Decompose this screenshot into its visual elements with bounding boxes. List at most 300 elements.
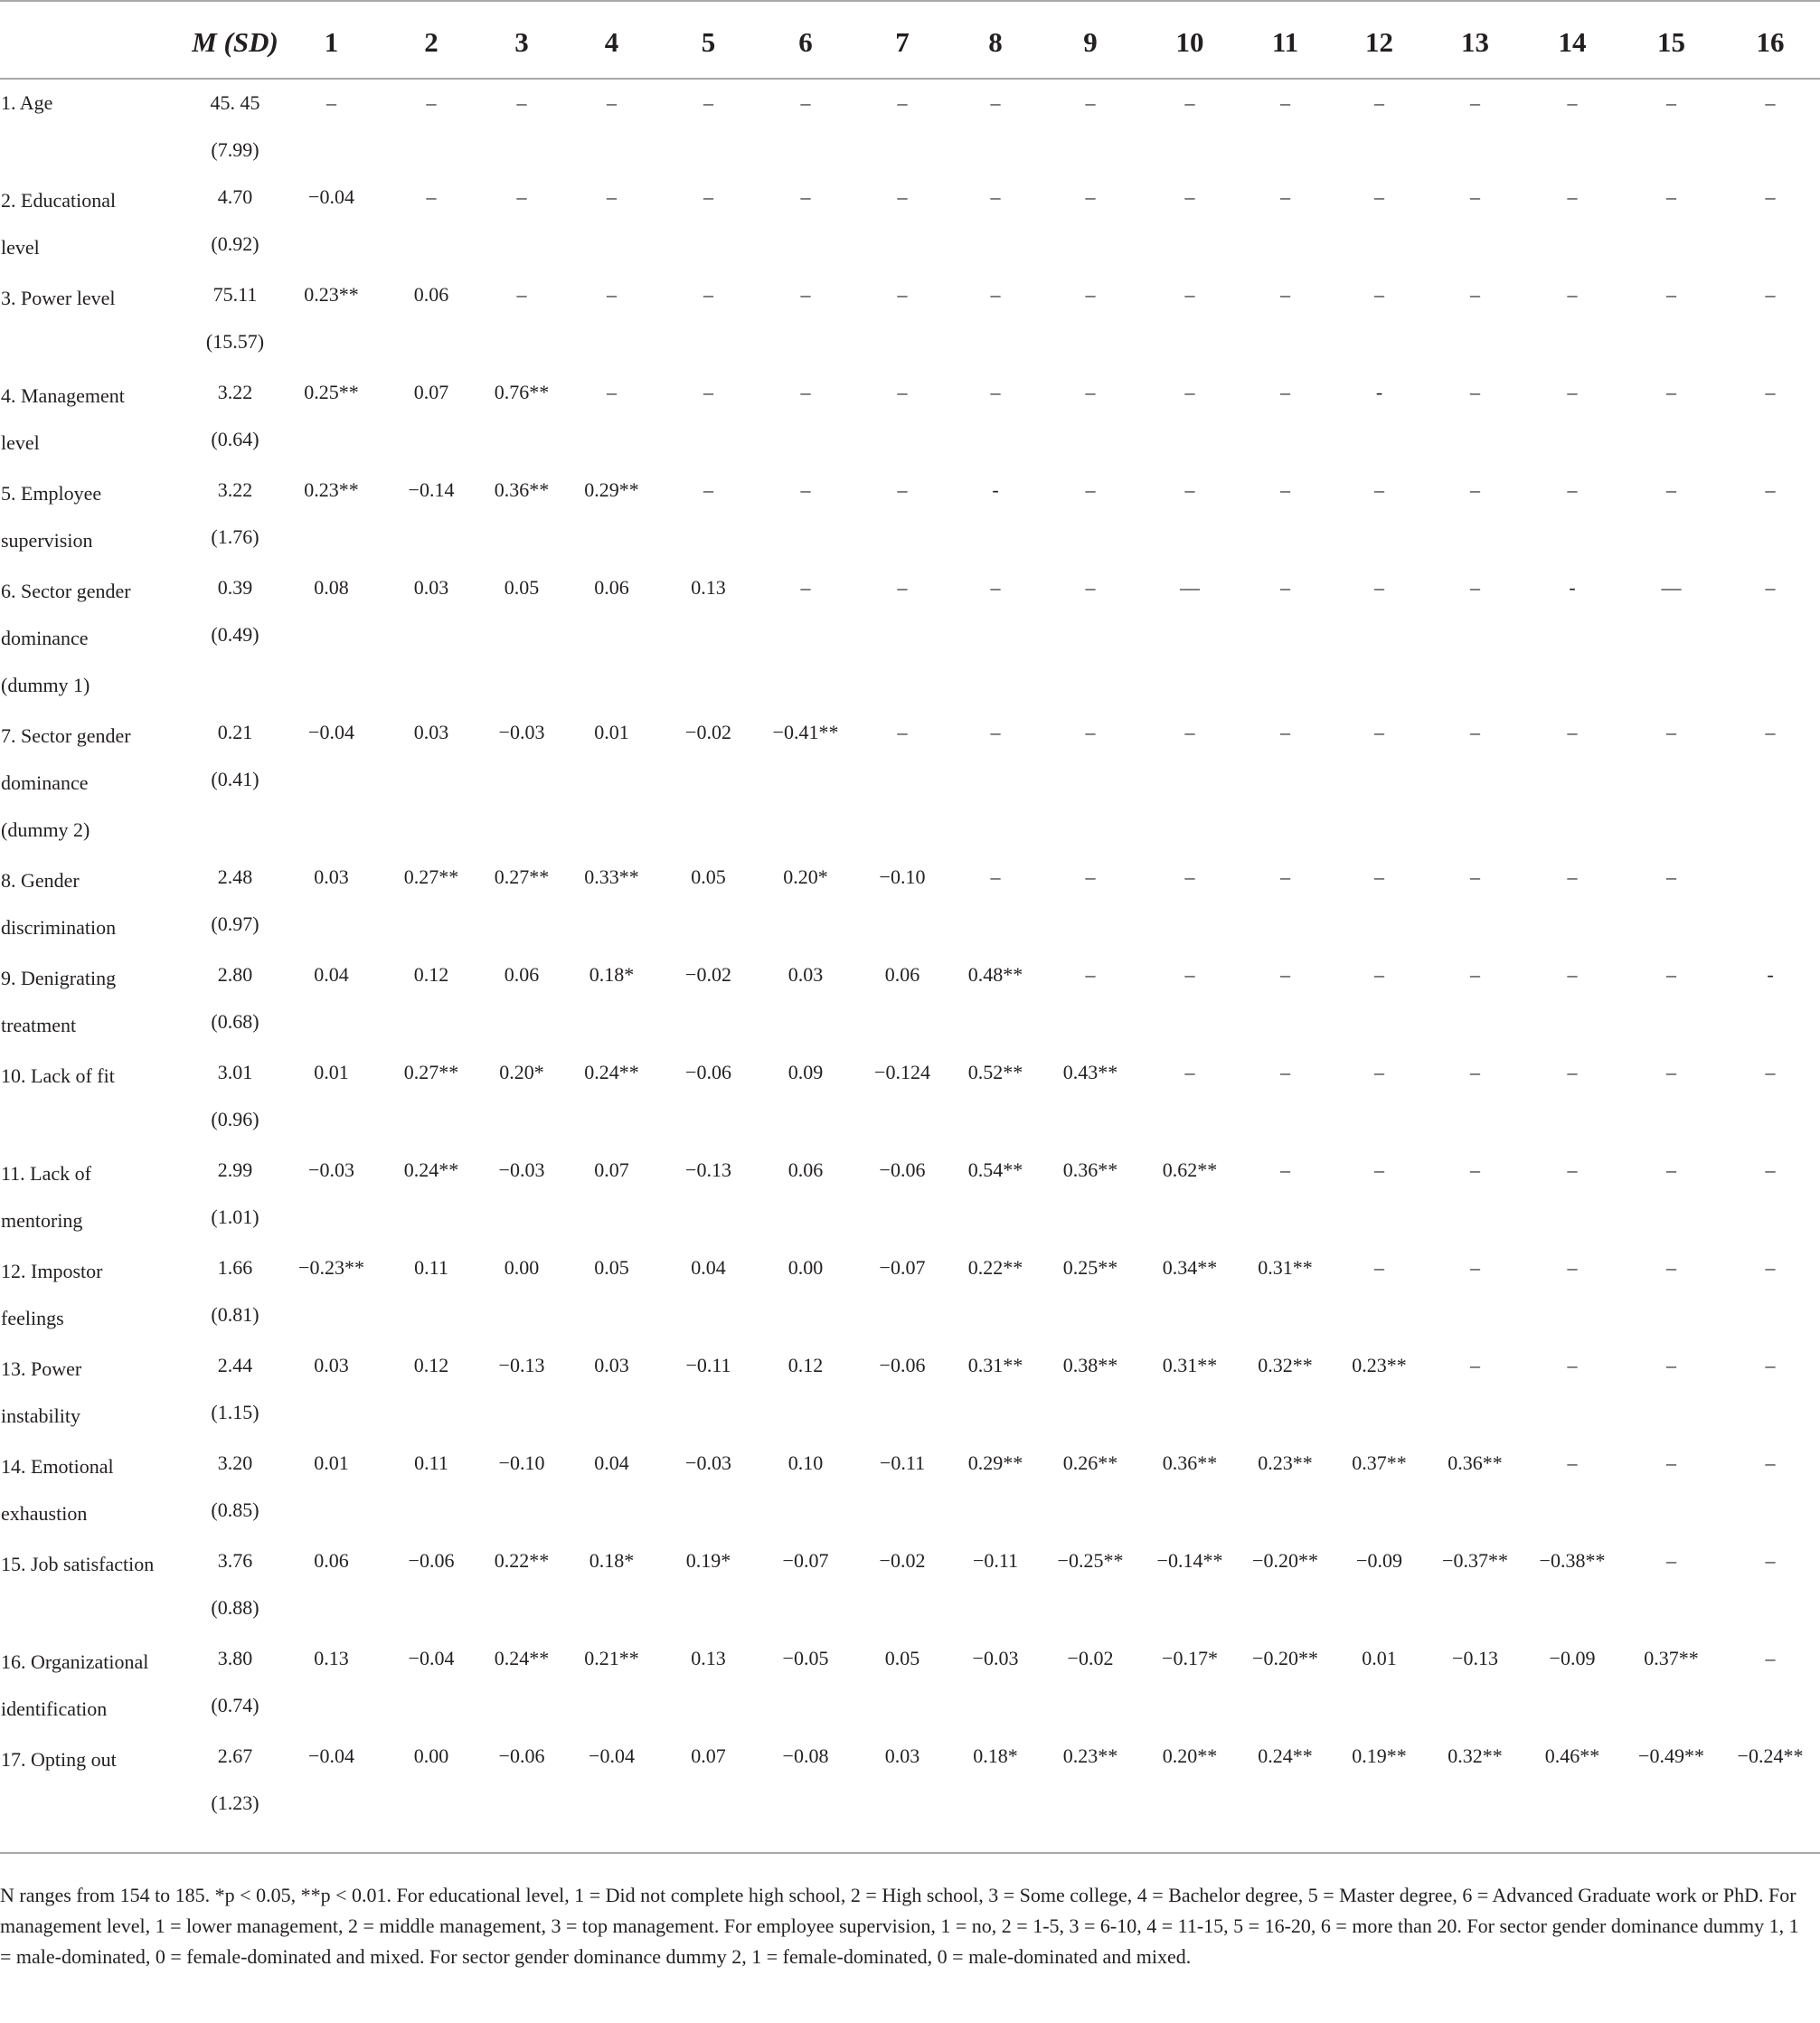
correlation-value: −0.02 [879,1549,926,1572]
correlation-cell [757,1541,854,1639]
correlation-value: – [1184,963,1195,986]
correlation-value: 0.37** [1644,1647,1699,1669]
row-label [0,1541,190,1639]
correlation-cell [1721,177,1820,275]
row-label-line: 1. Age [1,91,53,114]
correlation-cell [1428,1443,1523,1541]
correlation-value: −0.04 [308,185,354,208]
correlation-cell [1331,568,1428,713]
row-label-line: 15. Job satisfaction [1,1553,155,1575]
correlation-cell [382,1346,480,1443]
correlation-cell [1240,1346,1331,1443]
correlation-cell [480,275,563,373]
correlation-value: 0.09 [787,1061,824,1083]
correlation-cell [1523,857,1622,955]
correlation-cell [1428,373,1523,470]
correlation-cell [382,568,480,713]
correlation-cell [1523,955,1622,1053]
correlation-cell [1140,1443,1240,1541]
correlation-cell [1523,713,1622,857]
correlation-value: – [1374,283,1384,306]
correlation-value: −0.06 [408,1549,455,1572]
correlation-cell [280,857,382,955]
correlation-value: −0.06 [879,1354,926,1376]
correlation-cell [854,79,950,177]
sd-value: (0.68) [211,1010,259,1033]
correlation-value: - [1375,381,1383,403]
correlation-cell [1428,1639,1523,1736]
correlation-cell [563,79,660,177]
correlation-value: – [990,91,1001,114]
mean-value: 3.01 [217,1061,253,1083]
correlation-value: 0.27** [403,865,459,888]
correlation-cell [950,955,1041,1053]
correlation-value: – [1765,91,1776,114]
mean-sd-cell [190,275,280,373]
correlation-cell [1721,470,1820,568]
correlation-cell [1331,373,1428,470]
row-label-line: 5. Employee [1,482,102,505]
correlation-cell [854,1150,950,1248]
row-label-line: 9. Denigrating [1,967,117,989]
correlation-cell [1622,1443,1721,1541]
correlation-value: 0.12 [787,1354,824,1376]
correlation-value: 0.25** [304,381,359,403]
correlation-cell [563,1541,660,1639]
correlation-cell [1140,713,1240,857]
correlation-cell [660,1541,757,1639]
correlation-cell [563,177,660,275]
correlation-value: 0.03 [413,576,449,599]
correlation-value: −0.03 [308,1158,354,1181]
correlation-value: 0.18* [589,1549,635,1572]
row-label-line: 4. Management [1,384,125,407]
mean-value: 3.20 [217,1451,253,1474]
correlation-cell [757,470,854,568]
correlation-value: −0.02 [685,963,731,986]
correlation-value: – [1470,1158,1480,1181]
correlation-cell [1428,79,1523,177]
correlation-cell [1523,1346,1622,1443]
correlation-value: 0.27** [403,1061,459,1083]
sd-value: (0.49) [211,623,259,646]
correlation-cell [382,955,480,1053]
correlation-cell [280,1150,382,1248]
correlation-cell [1523,1736,1622,1853]
correlation-cell [660,1346,757,1443]
correlation-cell [563,1639,660,1736]
row-label-spacer [1,1592,190,1639]
row-label-spacer [1,1103,190,1150]
mean-sd-cell [190,1541,280,1639]
correlation-cell [480,1443,563,1541]
correlation-value: 0.29** [584,478,639,501]
correlation-cell [1523,1541,1622,1639]
header-col-8: 8 [950,1,1041,79]
correlation-value: −0.11 [972,1549,1019,1572]
correlation-value: – [1280,1158,1290,1181]
correlation-cell [1240,275,1331,373]
correlation-value: 0.31** [1162,1354,1218,1376]
correlation-value: 0.32** [1258,1354,1313,1376]
correlation-value: – [800,91,811,114]
correlation-cell [480,713,563,857]
correlation-value: −0.14 [408,478,455,501]
row-label [0,1346,190,1443]
correlation-value: – [1567,1451,1578,1474]
table-row [0,1443,1820,1541]
correlation-value: – [1374,576,1384,599]
correlation-cell [1721,568,1820,713]
correlation-cell [1140,857,1240,955]
correlation-value: - [1767,963,1774,986]
mean-value: 0.39 [217,576,253,599]
row-label-line: dominance [1,627,89,649]
correlation-value: 0.03 [413,721,449,743]
correlation-value: −0.04 [408,1647,455,1669]
correlation-value: 0.31** [967,1354,1023,1376]
correlation-cell [480,1053,563,1150]
correlation-cell [1622,713,1721,857]
correlation-cell [1331,1736,1428,1853]
correlation-cell [1240,1053,1331,1150]
correlation-cell [1428,713,1523,857]
correlation-value: – [1666,1451,1676,1474]
correlation-cell [280,79,382,177]
header-col-4: 4 [563,1,660,79]
correlation-value: - [992,478,999,501]
row-label-line: instability [1,1404,80,1427]
correlation-value: –– [1180,576,1200,599]
correlation-cell [1622,857,1721,955]
correlation-cell [1240,1736,1331,1853]
correlation-value: 0.08 [314,576,349,599]
correlation-cell [480,955,563,1053]
correlation-cell [1041,857,1140,955]
row-label-line: feelings [1,1307,64,1329]
correlation-cell [1331,1150,1428,1248]
correlation-cell [480,1248,563,1346]
correlation-value: 0.12 [413,1354,449,1376]
correlation-cell [280,1443,382,1541]
correlation-value: 0.25** [1062,1256,1118,1279]
correlation-cell [1140,1541,1240,1639]
header-col-11: 11 [1240,1,1331,79]
correlation-value: 0.24** [1258,1744,1313,1767]
correlation-value: – [1765,721,1776,743]
header-col-5: 5 [660,1,757,79]
correlation-cell [854,568,950,713]
correlation-value: 0.36** [1162,1451,1218,1474]
correlation-cell [1041,470,1140,568]
correlation-value: −0.03 [972,1647,1019,1669]
correlation-cell [950,1541,1041,1639]
correlation-value: – [703,91,713,114]
correlation-cell [1140,1150,1240,1248]
correlation-value: 0.03 [884,1744,920,1767]
table-row [0,177,1820,275]
correlation-value: – [1666,1549,1676,1572]
correlation-value: 0.24** [494,1647,550,1669]
correlation-value: −0.23** [298,1256,364,1279]
correlation-value: 0.07 [594,1158,629,1181]
correlation-value: – [1374,721,1384,743]
mean-sd-cell [190,568,280,713]
correlation-cell [854,1053,950,1150]
correlation-cell [1523,1248,1622,1346]
correlation-value: – [897,91,908,114]
correlation-value: – [1567,1158,1578,1181]
correlation-value: – [1666,1061,1676,1083]
correlation-value: – [1184,865,1195,888]
sd-value: (0.85) [211,1498,259,1521]
correlation-value: – [1666,381,1676,403]
correlation-cell [1721,713,1820,857]
correlation-value: 0.06 [787,1158,824,1181]
correlation-cell [1240,568,1331,713]
correlation-value: −0.13 [685,1158,731,1181]
correlation-cell [1721,1541,1820,1639]
correlation-cell [1721,857,1820,955]
correlation-value: −0.08 [782,1744,829,1767]
mean-value: 45. 45 [210,91,260,114]
correlation-value: – [1567,478,1578,501]
correlation-cell [854,1736,950,1853]
correlation-value: −0.41** [772,721,839,743]
correlation-cell [280,1248,382,1346]
correlation-cell [1331,1541,1428,1639]
correlation-value: 0.00 [787,1256,824,1279]
correlation-value: – [1470,721,1480,743]
correlation-cell [1428,1736,1523,1853]
correlation-cell [757,1639,854,1736]
correlation-value: – [1280,865,1290,888]
correlation-value: – [1085,576,1096,599]
correlation-cell [757,1248,854,1346]
header-col-2: 2 [382,1,480,79]
correlation-value: – [1085,381,1096,403]
correlation-cell [950,1248,1041,1346]
correlation-value: – [1280,963,1290,986]
correlation-value: – [516,91,527,114]
correlation-cell [1622,275,1721,373]
correlation-cell [1331,955,1428,1053]
correlation-cell [1140,177,1240,275]
correlation-cell [950,470,1041,568]
correlation-cell [480,1639,563,1736]
correlation-value: – [897,576,908,599]
correlation-value: −0.06 [685,1061,731,1083]
correlation-value: 0.43** [1062,1061,1118,1083]
correlation-value: 0.11 [414,1451,448,1474]
correlation-cell [1523,568,1622,713]
correlation-value: – [703,283,713,306]
row-label [0,1053,190,1150]
correlation-cell [1622,955,1721,1053]
correlation-value: – [1567,185,1578,208]
correlation-value: −0.38** [1539,1549,1606,1572]
table-body [0,79,1820,1853]
correlation-value: 0.22** [967,1256,1023,1279]
sd-value: (1.15) [211,1401,259,1423]
mean-value: 3.76 [217,1549,253,1572]
correlation-cell [382,470,480,568]
mean-sd-cell [190,1639,280,1736]
sd-value: (0.96) [211,1108,259,1130]
correlation-value: – [800,283,811,306]
correlation-value: – [1470,91,1480,114]
correlation-value: 0.05 [884,1647,920,1669]
correlation-cell [950,79,1041,177]
sd-value: (1.01) [211,1205,259,1228]
correlation-cell [757,373,854,470]
correlation-value: – [1184,91,1195,114]
row-label-line: identification [1,1697,108,1720]
correlation-cell [854,1346,950,1443]
table-row [0,1346,1820,1443]
correlation-cell [1523,1443,1622,1541]
correlation-value: 0.03 [594,1354,629,1376]
correlation-value: – [607,91,617,114]
correlation-cell [1721,1639,1820,1736]
correlation-cell [854,857,950,955]
table-row [0,1248,1820,1346]
correlation-value: – [607,185,617,208]
correlation-value: 0.13 [314,1647,349,1669]
correlation-cell [1140,1736,1240,1853]
correlation-cell [280,275,382,373]
row-label-line: 8. Gender [1,869,80,892]
correlation-value: – [1374,963,1384,986]
correlation-cell [1331,1443,1428,1541]
row-label [0,568,190,713]
correlation-value: −0.02 [685,721,731,743]
correlation-value: – [1085,721,1096,743]
correlation-value: −0.11 [879,1451,926,1474]
correlation-value: – [1280,283,1290,306]
correlation-value: −0.25** [1057,1549,1124,1572]
correlation-cell [382,1736,480,1853]
mean-value: 2.67 [217,1744,253,1767]
correlation-cell [1331,177,1428,275]
correlation-value: – [990,283,1001,306]
correlation-value: – [897,381,908,403]
correlation-cell [1428,1541,1523,1639]
correlation-cell [1140,955,1240,1053]
correlation-value: 0.01 [594,721,629,743]
header-col-13: 13 [1428,1,1523,79]
row-label-line: 11. Lack of [1,1162,91,1185]
correlation-value: – [990,721,1001,743]
correlation-cell [660,470,757,568]
sd-value: (0.92) [211,232,259,255]
correlation-value: – [897,185,908,208]
correlation-value: – [1085,478,1096,501]
correlation-cell [1140,568,1240,713]
correlation-cell [854,373,950,470]
correlation-cell [1721,955,1820,1053]
mean-value: 2.44 [217,1354,253,1376]
row-label [0,1736,190,1853]
correlation-value: 0.23** [1062,1744,1118,1767]
correlation-cell [1331,857,1428,955]
row-label [0,1443,190,1541]
row-label [0,713,190,857]
table-row [0,955,1820,1053]
correlation-value: 0.52** [967,1061,1023,1083]
sd-value: (0.88) [211,1596,259,1619]
correlation-cell [480,373,563,470]
mean-sd-cell [190,857,280,955]
correlation-value: −0.13 [1452,1647,1498,1669]
row-label-line: dominance [1,771,89,794]
cell-spacer [190,662,280,709]
table-row [0,713,1820,857]
correlation-value: – [1184,1061,1195,1083]
correlation-value: – [1567,381,1578,403]
correlation-cell [950,713,1041,857]
table-row [0,1053,1820,1150]
correlation-value: −0.09 [1549,1647,1596,1669]
row-label [0,79,190,177]
header-col-6: 6 [757,1,854,79]
correlation-value: 0.00 [413,1744,449,1767]
correlation-cell [280,955,382,1053]
correlation-cell [660,275,757,373]
correlation-cell [382,79,480,177]
correlation-value: 0.29** [967,1451,1023,1474]
correlation-cell [1331,79,1428,177]
correlation-cell [660,568,757,713]
table-row [0,568,1820,713]
correlation-value: – [703,185,713,208]
correlation-value: – [800,576,811,599]
correlation-value: 0.24** [403,1158,459,1181]
correlation-cell [1240,857,1331,955]
correlation-value: – [1666,963,1676,986]
correlation-value: −0.10 [879,865,926,888]
correlation-value: 0.06 [884,963,920,986]
correlation-value: −0.17* [1162,1647,1218,1669]
correlation-value: – [1567,91,1578,114]
correlation-value: 0.06 [413,283,449,306]
correlation-cell [1041,1639,1140,1736]
correlation-cell [950,373,1041,470]
correlation-value: – [990,576,1001,599]
row-label [0,470,190,568]
correlation-cell [1622,1248,1721,1346]
correlation-value: −0.49** [1638,1744,1704,1767]
correlation-value: 0.46** [1544,1744,1600,1767]
correlation-value: 0.01 [1362,1647,1397,1669]
correlation-cell [950,1053,1041,1150]
correlation-value: – [1666,865,1676,888]
correlation-value: 0.07 [413,381,449,403]
correlation-value: −0.11 [685,1354,731,1376]
correlation-value: – [607,381,617,403]
correlation-value: – [1567,721,1578,743]
correlation-value: 0.03 [314,865,349,888]
row-label-line: mentoring [1,1209,83,1232]
correlation-cell [757,79,854,177]
correlation-cell [854,275,950,373]
sd-value: (1.76) [211,525,259,548]
correlation-value: – [426,185,437,208]
correlation-cell [854,713,950,857]
correlation-value: – [1470,185,1480,208]
correlation-value: – [1666,1158,1676,1181]
correlation-value: 0.23** [304,283,359,306]
